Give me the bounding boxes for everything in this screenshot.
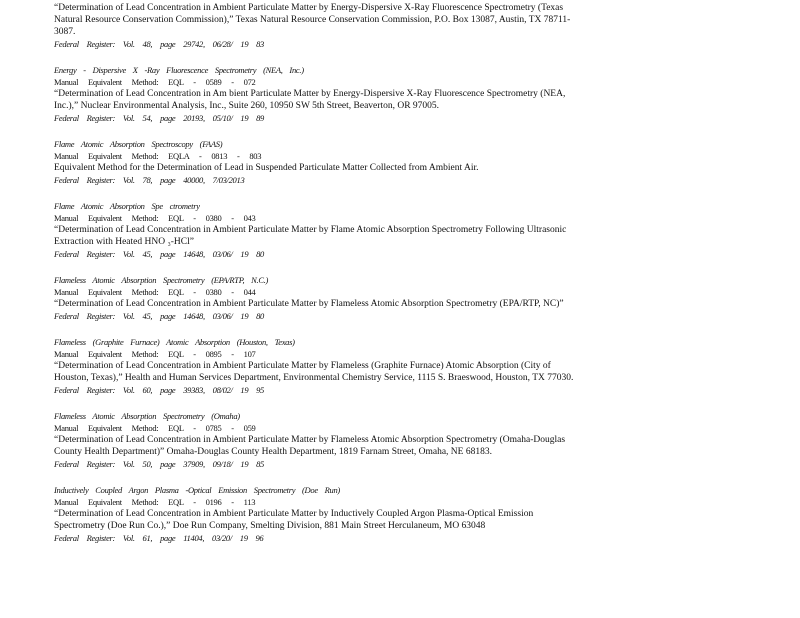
federal-register-citation: Federal Register: Vol. 45, page 14648, 03/06/ 19 80 <box>54 311 264 321</box>
method-heading: Flameless Atomic Absorption Spectrometry (EPA/RTP, N.C.) <box>54 275 269 285</box>
method-description: “Determination of Lead Concentration in Am bient Particulate Matter by Energy-Dispersive X-Ray Fluorescence Spectrometry (NEA, Inc.),” Nuclear Environmental Analysis, Inc., Suite 260, 10950 SW 5th Street, Beaverton, OR 97005. <box>54 89 566 111</box>
method-entry <box>54 410 574 471</box>
method-description: “Determination of Lead Concentration in Ambient Particulate Matter by Flameless Atomic Absorption Spectrometry (Omaha-Douglas County Health Department)” Omaha-Douglas County Health Department, 1819 Farnam Street, Omaha, NE 68183. <box>54 435 566 457</box>
federal-register-citation: Federal Register: Vol. 61, page 11404, 03/20/ 19 96 <box>54 533 264 543</box>
method-description: “Determination of Lead Concentration in Ambient Particulate Matter by Flameless Atomic Absorption Spectrometry (EPA/RTP, NC)” <box>54 299 564 309</box>
federal-register-citation: Federal Register: Vol. 45, page 14648, 03/06/ 19 80 <box>54 249 264 259</box>
federal-register-citation: Federal Register: Vol. 78, page 40000, 7/03/2013 <box>54 175 245 185</box>
method-designation: Manual Equivalent Method: EQL - 0589 - 072 <box>54 77 256 87</box>
method-entry <box>54 484 574 545</box>
federal-register-citation: Federal Register: Vol. 54, page 20193, 05/10/ 19 89 <box>54 113 264 123</box>
method-designation: Manual Equivalent Method: EQL - 0895 - 107 <box>54 349 256 359</box>
federal-register-citation: Federal Register: Vol. 50, page 37909, 09/18/ 19 85 <box>54 459 264 469</box>
method-description: “Determination of Lead Concentration in Ambient Particulate Matter by Flame Atomic Absorption Spectrometry Following Ultrasonic Extraction with Heated HNO ₃-HCl” <box>54 225 567 247</box>
method-designation: Manual Equivalent Method: EQL - 0785 - 059 <box>54 423 256 433</box>
method-description: “Determination of Lead Concentration in Ambient Particulate Matter by Flameless (Graphite Furnace) Atomic Absorption (City of Houston, Texas),” Health and Human Services Department, Environmental Chemistry Service, 1115 S. Braeswood, Houston, TX 77030. <box>54 361 574 383</box>
method-description: Equivalent Method for the Determination of Lead in Suspended Particulate Matter Collected from Ambient Air. <box>54 163 479 173</box>
method-heading: Flameless (Graphite Furnace) Atomic Absorption (Houston, Texas) <box>54 337 295 347</box>
method-heading: Energy - Dispersive X -Ray Fluorescence Spectrometry (NEA, Inc.) <box>54 65 304 75</box>
method-description: “Determination of Lead Concentration in Ambient Particulate Matter by Energy-Dispersive X-Ray Fluorescence Spectrometry (Texas Natural Resource Conservation Commission),” Texas Natural Resource Conservation Commission, P.O. Box 13087, Austin, TX 78711-3087. <box>54 3 571 37</box>
method-heading: Flame Atomic Absorption Spectroscopy (FAAS) <box>54 139 223 149</box>
method-designation: Manual Equivalent Method: EQL - 0380 - 043 <box>54 213 256 223</box>
method-entry <box>54 274 574 323</box>
method-heading: Flameless Atomic Absorption Spectrometry (Omaha) <box>54 411 240 421</box>
federal-register-citation: Federal Register: Vol. 48, page 29742, 06/28/ 19 83 <box>54 39 264 49</box>
method-entry <box>54 200 574 261</box>
method-heading: Inductively Coupled Argon Plasma -Optical Emission Spectrometry (Doe Run) <box>54 485 340 495</box>
method-list <box>54 64 574 545</box>
document-page <box>54 2 574 545</box>
method-description: “Determination of Lead Concentration in Ambient Particulate Matter by Inductively Coupled Argon Plasma-Optical Emission Spectrometry (Doe Run Co.),” Doe Run Company, Smelting Division, 881 Main Street Herculaneum, MO 63048 <box>54 509 534 531</box>
method-entry <box>54 336 574 397</box>
method-entry <box>54 138 574 187</box>
intro-entry <box>54 2 574 51</box>
method-entry <box>54 64 574 125</box>
method-designation: Manual Equivalent Method: EQLA - 0813 - 803 <box>54 151 262 161</box>
method-designation: Manual Equivalent Method: EQL - 0380 - 044 <box>54 287 256 297</box>
method-designation: Manual Equivalent Method: EQL - 0196 - 113 <box>54 497 256 507</box>
method-heading: Flame Atomic Absorption Spe ctrometry <box>54 201 200 211</box>
federal-register-citation: Federal Register: Vol. 60, page 39383, 08/02/ 19 95 <box>54 385 264 395</box>
